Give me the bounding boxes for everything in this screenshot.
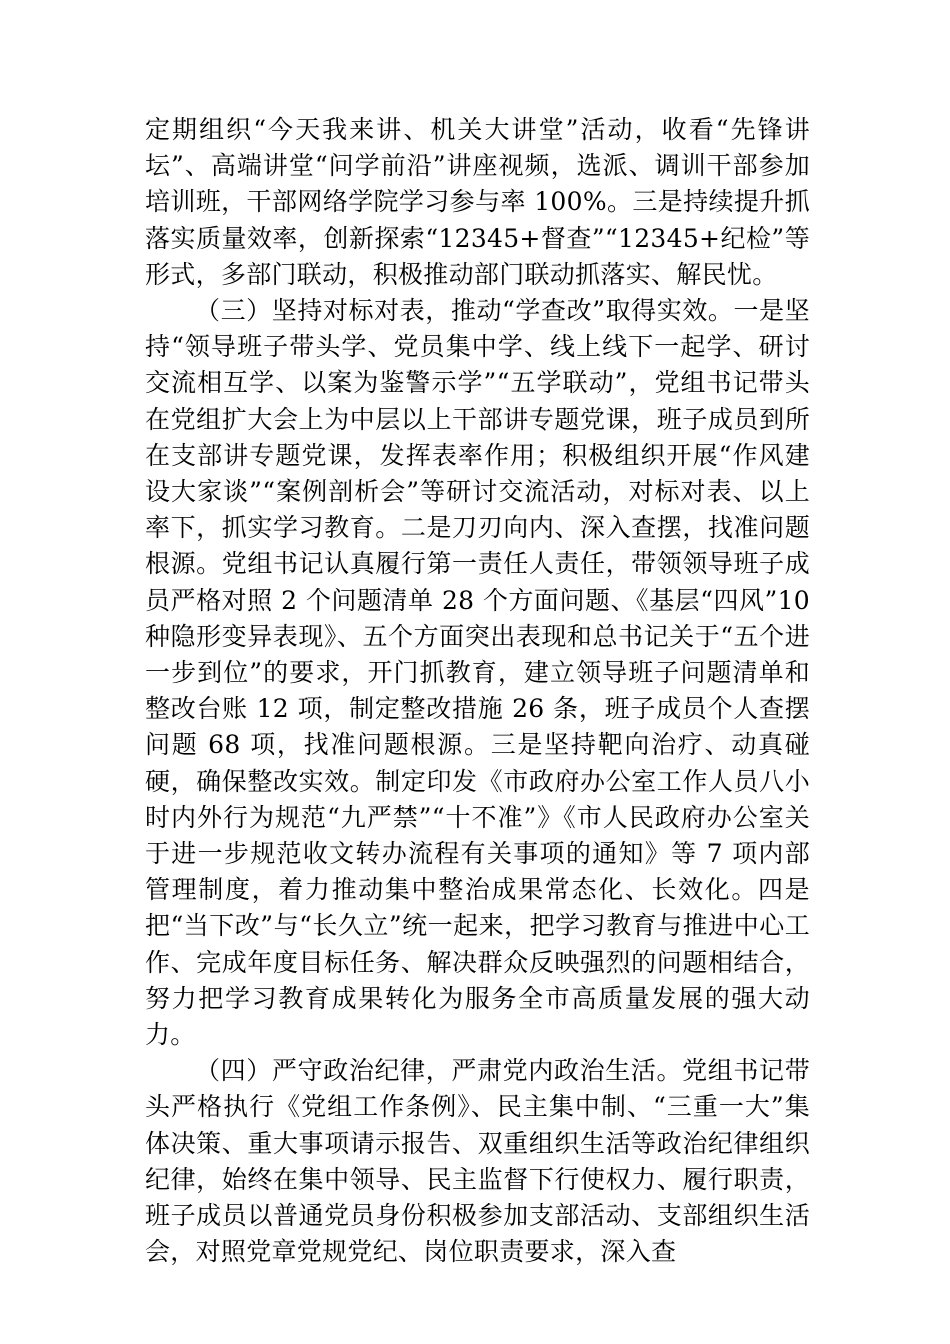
document-body: [145, 112, 810, 1271]
paragraph-3: （四）严守政治纪律，严肃党内政治生活。党组书记带头严格执行《党组工作条例》、民主集中制、“三重一大”集体决策、重大事项请示报告、双重组织生活等政治纪律组织纪律，始终在集中领导、民主监督下行使权力、履行职责，班子成员以普通党员身份积极参加支部活动、支部组织生活会，对照党章党规党纪、岗位职责要求，深入查: [145, 1056, 810, 1267]
paragraph-2: （三）坚持对标对表，推动“学查改”取得实效。一是坚持“领导班子带头学、党员集中学、线上线下一起学、研讨交流相互学、以案为鉴警示学”“五学联动”，党组书记带头在党组扩大会上为中层以上干部讲专题党课，班子成员到所在支部讲专题党课，发挥表率作用；积极组织开展“作风建设大家谈”“案例剖析会”等研讨交流活动，对标对表、以上率下，抓实学习教育。二是刀刃向内、深入查摆，找准问题根源。党组书记认真履行第一责任人责任，带领领导班子成员严格对照 2 个问题清单 28 个方面问题、《基层“四风”10 种隐形变异表现》、五个方面突出表现和总书记关于“五个进一步到位”的要求，开门抓教育，建立领导班子问题清单和整改台账 12 项，制定整改措施 26 条，班子成员个人查摆问题 68 项，找准问题根源。三是坚持靶向治疗、动真碰硬，确保整改实效。制定印发《市政府办公室工作人员八小时内外行为规范“九严禁”“十不准”》《市人民政府办公室关于进一步规范收文转办流程有关事项的通知》等 7 项内部管理制度，着力推动集中整治成果常态化、长效化。四是把“当下改”与“长久立”统一起来，把学习教育与推进中心工作、完成年度目标任务、解决群众反映强烈的问题相结合，努力把学习教育成果转化为服务全市高质量发展的强大动力。: [145, 296, 810, 1050]
paragraph-1: 定期组织“今天我来讲、机关大讲堂”活动，收看“先锋讲坛”、高端讲堂“问学前沿”讲座视频，选派、调训干部参加培训班，干部网络学院学习参与率 100%。三是持续提升抓落实质量效率，创新探索“12345+督查”“12345+纪检”等形式，多部门联动，积极推动部门联动抓落实、解民忧。: [145, 115, 810, 289]
